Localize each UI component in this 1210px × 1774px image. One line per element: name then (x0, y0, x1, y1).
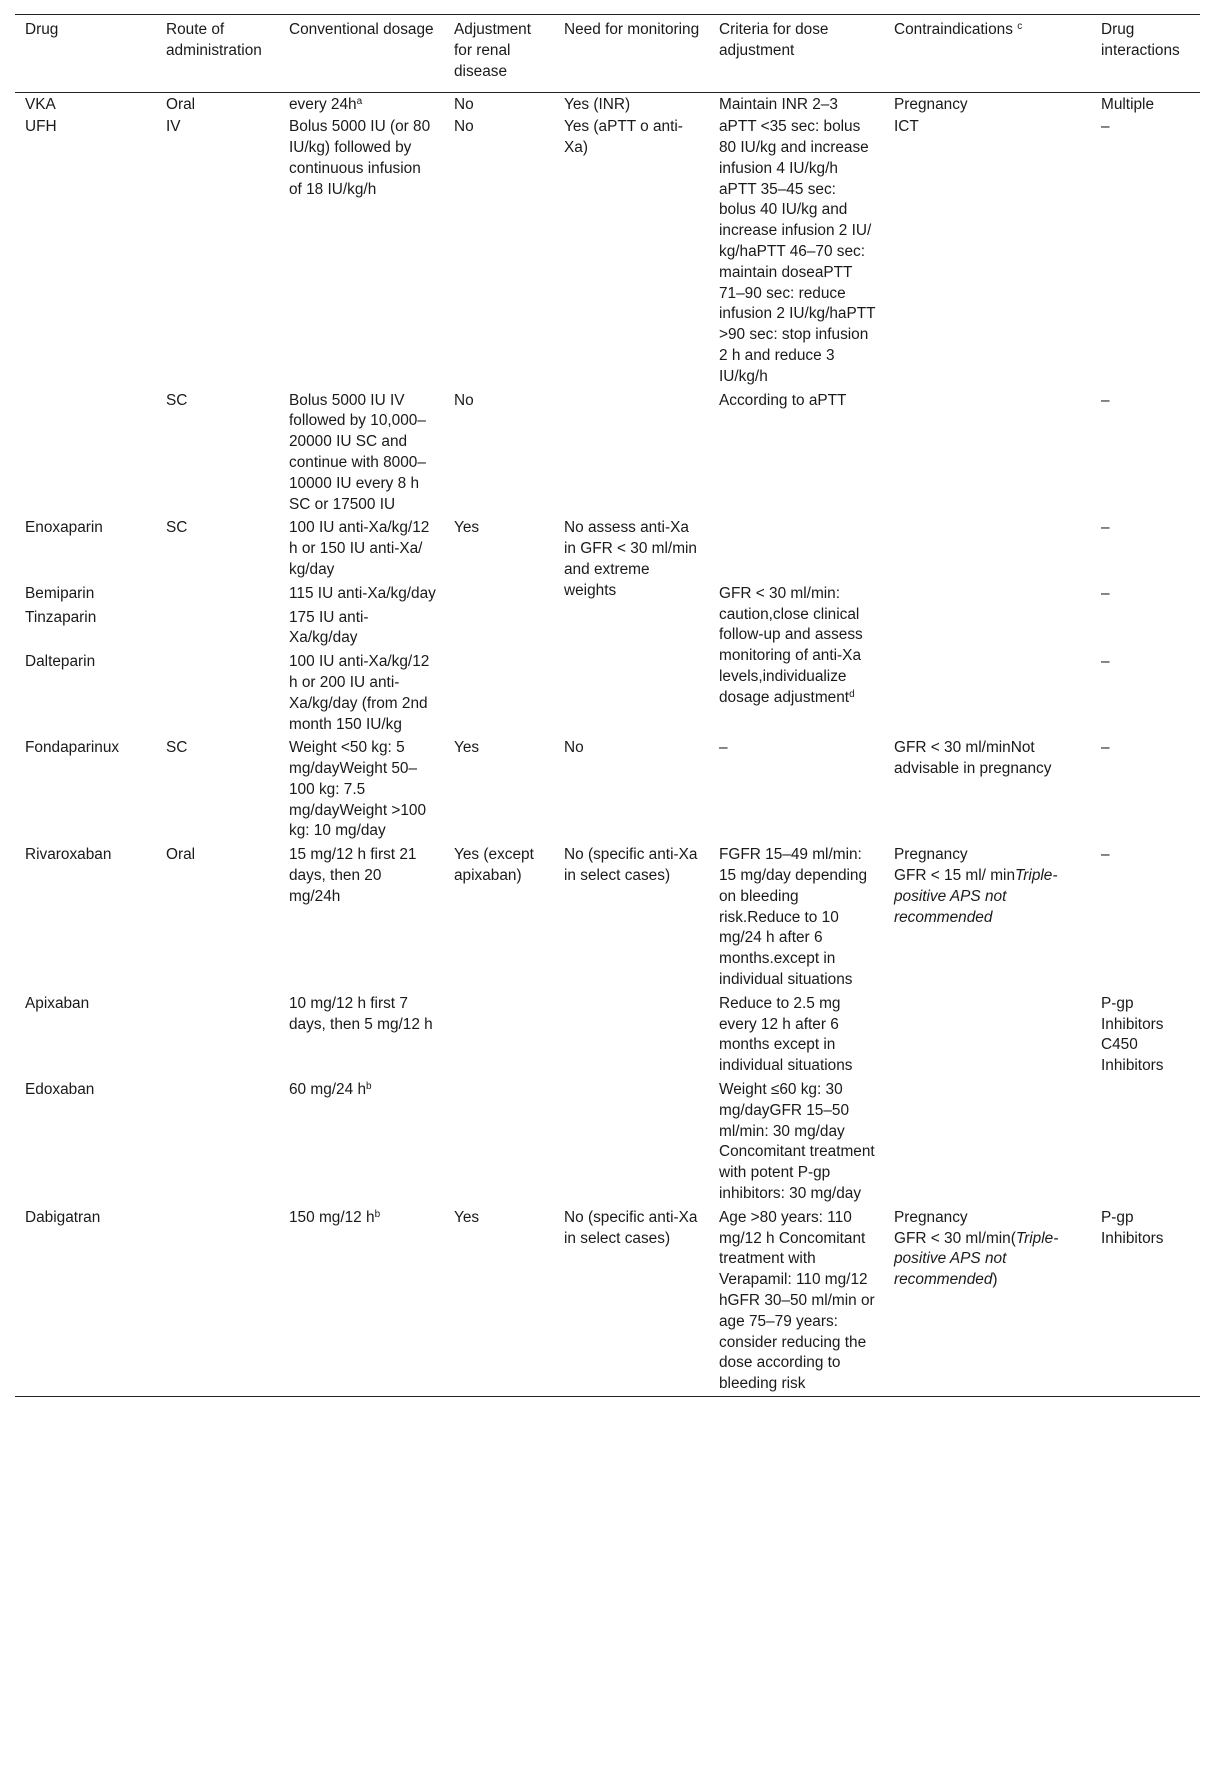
contra-emphasis: Triple-positive APS not recommended (894, 1229, 1059, 1289)
cell-monitoring: No (specific anti-Xa in select cases) (564, 1208, 698, 1247)
cell-drug: Fondaparinux (25, 739, 120, 757)
contra-text: Pregnancy (894, 846, 968, 864)
cell-criteria: Age >80 years: 110 mg/12 h Concomitant treatment with Verapamil: 110 mg/12 hGFR 30–50 ml/min or age 75–79 years: consider reducing the dose according to bleeding risk (719, 1208, 875, 1393)
cell-monitoring: No (564, 739, 584, 757)
cell-drug: VKA (25, 96, 56, 114)
contra-text: GFR < 30 ml/min( (894, 1229, 1016, 1247)
cell-dosage: 100 IU anti-Xa/kg/12 h or 150 IU anti-Xa/ kg/day (289, 519, 430, 578)
cell-interactions (1091, 1078, 1200, 1206)
table-row (15, 992, 1200, 1078)
cell-contraindications (884, 843, 1091, 992)
cell-contraindications (884, 389, 1091, 517)
header-criteria: Criteria for dose adjustment (719, 21, 829, 59)
cell-criteria: Maintain INR 2–3 (719, 96, 838, 114)
cell-drug (15, 389, 156, 517)
table-row (15, 117, 1200, 388)
header-contra-label: Contraindications (894, 21, 1013, 38)
cell-dosage (279, 93, 444, 117)
cell-dosage (279, 1078, 444, 1206)
cell-contraindications (884, 516, 1091, 581)
cell-interactions: Multiple (1101, 96, 1155, 114)
cell-contraindications: GFR < 30 ml/minNot advisable in pregnancy (894, 739, 1052, 778)
cell-route: Oral (166, 846, 196, 864)
cell-contraindications (884, 992, 1091, 1078)
header-dosage: Conventional dosage (289, 21, 434, 38)
cell-criteria: Weight ≤60 kg: 30 mg/dayGFR 15–50 ml/min: 30 mg/day Concomitant treatment with potent P-gp inhibitors: 30 mg/day (719, 1081, 875, 1203)
contra-text: ) (992, 1271, 998, 1289)
cell-interactions: – (1101, 519, 1110, 537)
dosage-text: 150 mg/12 h (289, 1208, 375, 1226)
cell-renal: No (454, 96, 474, 114)
cell-dosage: 100 IU anti-Xa/kg/12 h or 200 IU anti-Xa/kg/day (from 2nd month 150 IU/kg (289, 653, 430, 733)
cell-contraindications: ICT (894, 118, 919, 136)
table-row (15, 93, 1200, 117)
cell-contraindications (884, 1206, 1091, 1397)
footnote-marker: b (374, 1208, 381, 1220)
table-body (15, 93, 1200, 1397)
cell-monitoring: No (specific anti-Xa in select cases) (564, 846, 698, 885)
cell-interactions: – (1101, 739, 1110, 757)
header-interactions: Drug interactions (1101, 21, 1180, 59)
cell-dosage: 175 IU anti-Xa/kg/day (289, 608, 369, 647)
cell-route: Oral (166, 96, 196, 114)
header-route: Route of administration (166, 21, 262, 59)
cell-drug: UFH (25, 118, 57, 136)
cell-dosage (279, 1206, 444, 1397)
header-contra-footnote: c (1017, 21, 1023, 32)
cell-route (156, 992, 279, 1078)
cell-renal: Yes (454, 739, 480, 757)
dosage-text: every 24h (289, 96, 357, 114)
table-row (15, 1078, 1200, 1206)
cell-criteria: Reduce to 2.5 mg every 12 h after 6 months except in individual situations (719, 994, 853, 1075)
cell-renal (444, 650, 554, 736)
cell-drug: Edoxaban (25, 1081, 95, 1099)
cell-contraindications (884, 582, 1091, 606)
cell-criteria: – (719, 739, 728, 757)
cell-interactions (1091, 606, 1200, 651)
cell-renal: No (454, 118, 474, 136)
cell-drug: Rivaroxaban (25, 846, 112, 864)
cell-criteria (709, 516, 884, 581)
cell-interactions: – (1101, 653, 1110, 671)
cell-interactions: – (1101, 391, 1110, 409)
cell-route (156, 606, 279, 651)
cell-renal (444, 1078, 554, 1206)
contra-text: GFR < 15 ml/ min (894, 867, 1016, 885)
cell-interactions: P-gp Inhibitors (1101, 1208, 1164, 1247)
header-drug: Drug (25, 21, 59, 38)
cell-interactions: – (1101, 846, 1110, 864)
cell-drug: Dalteparin (25, 653, 96, 671)
cell-interactions: – (1101, 584, 1110, 602)
cell-renal (444, 992, 554, 1078)
cell-interactions: P-gp Inhibitors C450 Inhibitors (1101, 994, 1164, 1075)
cell-criteria: FGFR 15–49 ml/min: 15 mg/day depending on bleeding risk.Reduce to 10 mg/24 h after 6 months.except in individual situations (719, 846, 868, 989)
cell-route (156, 1078, 279, 1206)
cell-criteria (709, 582, 884, 737)
cell-route (156, 582, 279, 606)
cell-dosage: 15 mg/12 h first 21 days, then 20 mg/24h (289, 846, 417, 905)
cell-route: SC (166, 519, 188, 537)
table-row (15, 389, 1200, 517)
cell-dosage: 115 IU anti-Xa/kg/day (289, 584, 436, 602)
cell-route: SC (166, 739, 188, 757)
cell-drug: Apixaban (25, 994, 90, 1012)
cell-criteria: aPTT <35 sec: bolus 80 IU/kg and increase infusion 4 IU/kg/h aPTT 35–45 sec: bolus 40 IU/kg and increase infusion 2 IU/ kg/haPTT 46–70 sec: maintain doseaPTT 71–90 sec: reduce infusion 2 IU/kg/haPTT >90 sec: stop infusion 2 h and reduce 3 IU/kg/h (719, 118, 876, 385)
cell-monitoring: Yes (aPTT o anti-Xa) (564, 118, 683, 156)
header-monitoring: Need for monitoring (564, 21, 700, 38)
cell-dosage: Bolus 5000 IU IV followed by 10,000–20000 IU SC and continue with 8000–10000 IU every 8 h SC or 17500 IU (289, 391, 426, 513)
cell-renal: Yes (except apixaban) (454, 846, 534, 885)
cell-interactions: – (1101, 118, 1110, 136)
cell-contraindications (884, 1078, 1091, 1206)
cell-monitoring (554, 389, 709, 517)
table-header (15, 15, 1200, 93)
cell-route: SC (166, 391, 188, 409)
contra-text: Pregnancy (894, 1208, 968, 1226)
dosage-text: 60 mg/24 h (289, 1081, 367, 1099)
cell-monitoring: Yes (INR) (564, 96, 631, 114)
anticoagulant-table (15, 14, 1200, 1397)
drug-table-container (15, 14, 1200, 1397)
header-contraindications (884, 15, 1091, 93)
cell-renal (444, 606, 554, 651)
cell-dosage: 10 mg/12 h first 7 days, then 5 mg/12 h (289, 994, 433, 1033)
footnote-marker: a (356, 96, 363, 108)
cell-drug: Bemiparin (25, 584, 95, 602)
table-row (15, 736, 1200, 843)
table-row (15, 516, 1200, 581)
table-row (15, 843, 1200, 992)
cell-renal (444, 582, 554, 606)
cell-renal: No (454, 391, 474, 409)
cell-dosage: Bolus 5000 IU (or 80 IU/kg) followed by continuous infusion of 18 IU/kg/h (289, 118, 431, 198)
cell-monitoring (554, 992, 709, 1078)
header-renal: Adjustment for renal disease (454, 21, 531, 80)
cell-contraindications (884, 606, 1091, 651)
cell-route (156, 1206, 279, 1397)
cell-renal: Yes (454, 1208, 480, 1226)
cell-route: IV (166, 118, 181, 136)
cell-drug: Enoxaparin (25, 519, 103, 537)
contra-emphasis: Triple-positive APS not recommended (894, 867, 1058, 926)
table-row (15, 1206, 1200, 1397)
cell-dosage: Weight <50 kg: 5 mg/dayWeight 50–100 kg: 7.5 mg/dayWeight >100 kg: 10 mg/day (289, 739, 427, 840)
cell-renal: Yes (454, 519, 480, 537)
cell-drug: Tinzaparin (25, 608, 97, 626)
cell-criteria: According to aPTT (719, 391, 847, 409)
cell-drug: Dabigatran (25, 1208, 101, 1226)
footnote-marker: d (849, 688, 855, 700)
footnote-marker: b (366, 1081, 372, 1093)
cell-contraindications: Pregnancy (894, 96, 968, 114)
criteria-text: GFR < 30 ml/min: caution,close clinical follow-up and assess monitoring of anti-Xa levels,individualize dosage adjustment (719, 584, 863, 706)
cell-contraindications (884, 650, 1091, 736)
cell-route (156, 650, 279, 736)
cell-monitoring (554, 1078, 709, 1206)
cell-monitoring: No assess anti-Xa in GFR < 30 ml/min and extreme weights (564, 519, 697, 599)
